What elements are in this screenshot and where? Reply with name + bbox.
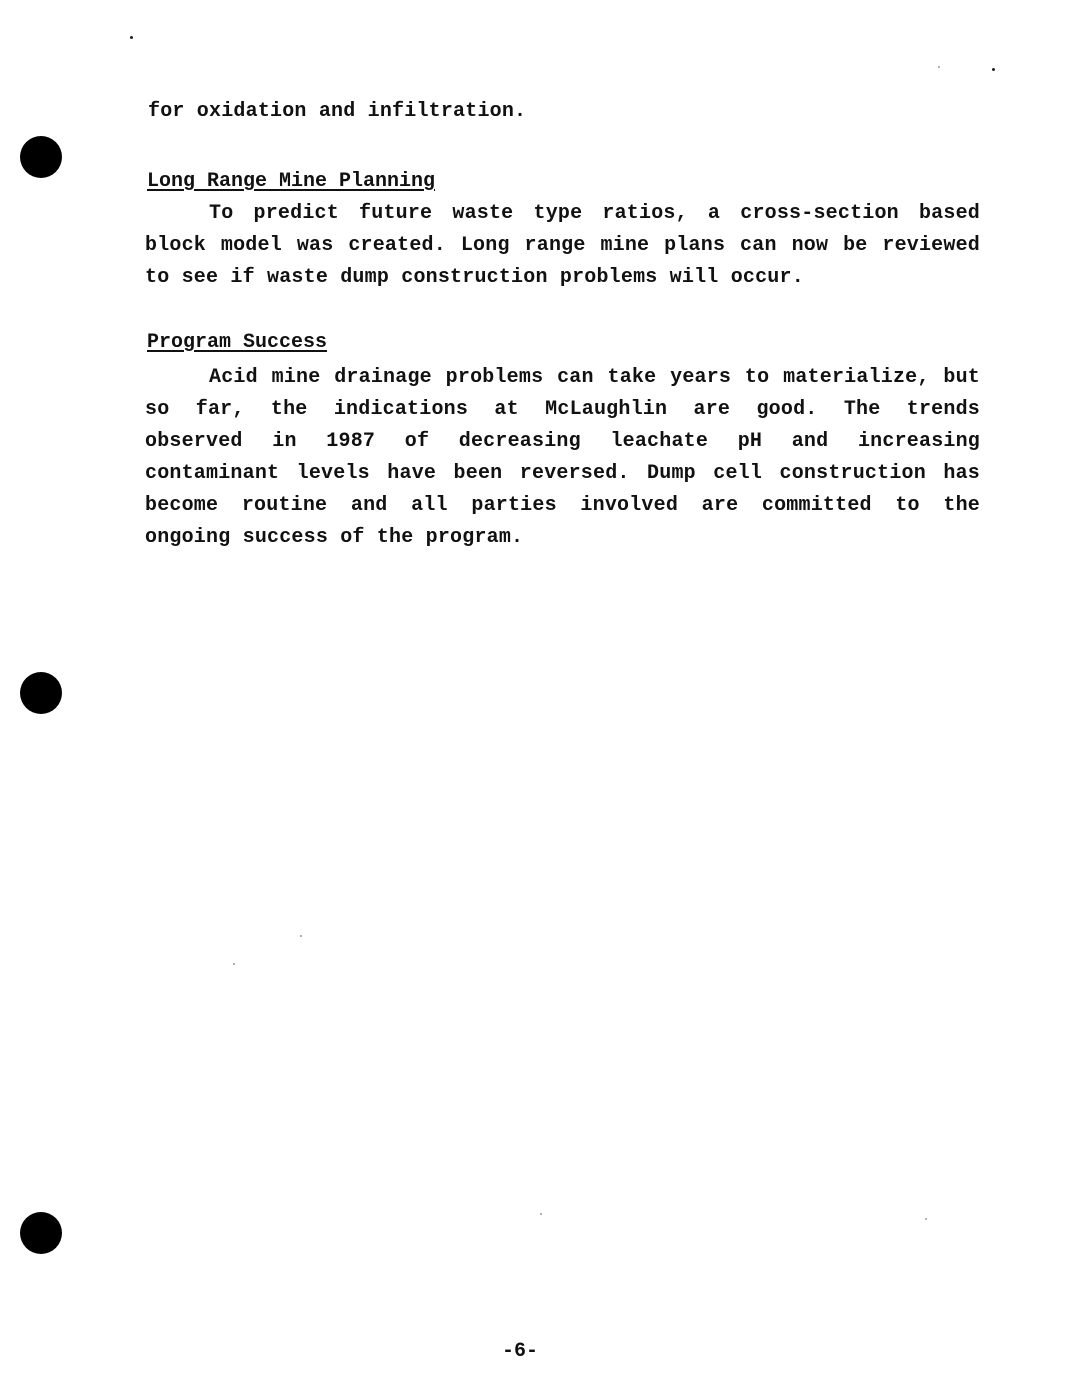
text-line: so far, the indications at McLaughlin are good. The trends	[145, 398, 980, 421]
text-line: Acid mine drainage problems can take years to materialize, but	[209, 366, 980, 389]
scan-speck	[938, 66, 940, 68]
scan-speck	[540, 1213, 542, 1215]
scan-speck	[300, 935, 302, 937]
scan-speck	[233, 963, 235, 965]
text-line: To predict future waste type ratios, a cross-section based	[209, 202, 980, 225]
section-heading-long-range-mine-planning: Long Range Mine Planning	[147, 170, 436, 193]
scan-speck	[925, 1218, 927, 1220]
text-line: ongoing success of the program.	[145, 526, 524, 549]
section-heading-program-success: Program Success	[147, 331, 328, 354]
paragraph-program-success	[145, 362, 980, 554]
paragraph-long-range-mine-planning	[145, 198, 980, 294]
scan-speck	[992, 68, 995, 71]
text-line: block model was created. Long range mine plans can now be reviewed	[145, 234, 980, 257]
punch-hole-bottom	[20, 1212, 62, 1254]
punch-hole-middle	[20, 672, 62, 714]
text-line: for oxidation and infiltration.	[148, 100, 527, 123]
text-line: become routine and all parties involved are committed to the	[145, 494, 980, 517]
punch-hole-top	[20, 136, 62, 178]
scan-speck	[130, 36, 133, 39]
text-line: to see if waste dump construction problems will occur.	[145, 266, 804, 289]
text-line: contaminant levels have been reversed. Dump cell construction has	[145, 462, 980, 485]
text-line: observed in 1987 of decreasing leachate pH and increasing	[145, 430, 980, 453]
page-number: -6-	[501, 1340, 538, 1363]
intro-paragraph	[148, 96, 983, 128]
